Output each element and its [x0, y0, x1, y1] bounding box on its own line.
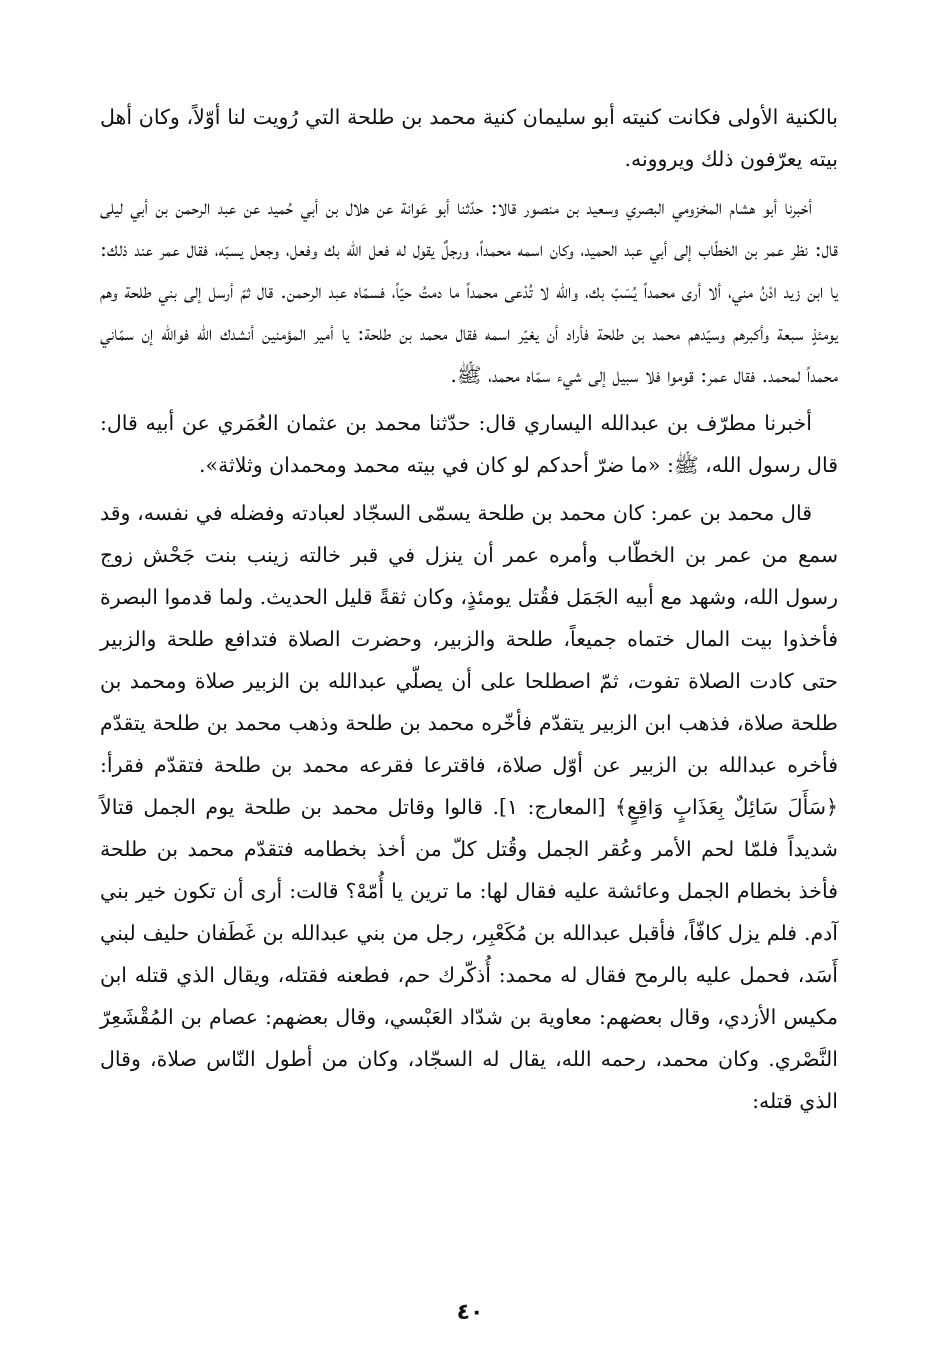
paragraph-1: بالكنية الأولى فكانت كنيته أبو سليمان كنية محمد بن طلحة التي رُويت لنا أوّلاً، وكان أهل بيته يعرّفون ذلك ويروونه.: [100, 105, 838, 171]
paragraph-4: قال محمد بن عمر: كان محمد بن طلحة يسمّى السجّاد لعبادته وفضله في نفسه، وقد سمع من عمر بن الخطّاب وأمره عمر أن ينزل في قبر خالته زينب بنت جَحْش زوج رسول الله، وشهد مع أبيه الجَمَل فقُتل يومئذٍ، وكان ثقةً قليل الحديث. ولما قدموا البصرة فأخذوا بيت المال ختماه جميعاً، طلحة والزبير، وحضرت الصلاة فتدافع طلحة والزبير حتى كادت الصلاة تفوت، ثمّ اصطلحا على أن يصلّي عبدالله بن الزبير صلاة ومحمد بن طلحة صلاة، فذهب ابن الزبير يتقدّم فأخّره محمد بن طلحة وذهب محمد بن طلحة يتقدّم فأخره عبدالله بن الزبير عن أوّل صلاة، فاقترعا فقرعه محمد بن طلحة فتقدّم فقرأ: ﴿سَأَلَ سَائِلٌ بِعَذَابٍ وَاقِعٍ﴾ [المعارج: ١]. قالوا وقاتل محمد بن طلحة يوم الجمل قتالاً شديداً فلمّا لحم الأمر وعُقر الجمل وقُتل كلّ من أخذ بخطامه فتقدّم محمد بن طلحة فأخذ بخطام الجمل وعائشة عليه فقال لها: ما ترين يا أُمّهْ؟ قالت: أرى أن تكون خير بني آدم. فلم يزل كافّاً، فأقبل عبدالله بن مُكَعْبِر، رجل من بني عبدالله بن غَطَفان حليف لبني أَسَد، فحمل عليه بالرمح فقال له محمد: أُذكّرك حم، فطعنه فقتله، ويقال الذي قتله ابن مكيس الأزدي، وقال بعضهم: معاوية بن شدّاد العَبْسي، وقال بعضهم: عصام بن المُقْشَعِرّ النَّصْري. وكان محمد، رحمه الله، يقال له السجّاد، وكان من أطول النّاس صلاة، وقال الذي قتله:: [100, 501, 839, 1113]
paragraph-2: أخبرنا أبو هشام المخزومي البصري وسعيد بن منصور قالا: حدّثنا أبو عَوانة عن هلال بن أبي حُميد عن عبد الرحمن بن أبي ليلى قال: نظر عمر بن الخطّاب إلى أبي عبد الحميد، وكان اسمه محمداً، ورجلٌ يقول له فعل الله بك وفعل، وجعل يسبّه، فقال عمر عند ذلك: يا ابن زيد ادْنُ مني، ألا أرى محمداً يُسَبّ بك، والله لا تُدْعى محمداً ما دمتُ حيّاً، فسمّاه عبد الرحمن. قال ثمّ أرسل إلى بني طلحة وهم يومئذٍ سبعة وأكبرهم وسيّدهم محمد بن طلحة فأراد أن يغيّر اسمه فقال محمد بن طلحة: يا أمير المؤمنين أنشدك الله فوالله إن سمّاني محمداً لمحمد. فقال عمر: قوموا فلا سبيل إلى شيء سمّاه محمد، ﷺ.: [100, 195, 838, 387]
body-text: [100, 96, 838, 1128]
paragraph-3: أخبرنا مطرّف بن عبدالله اليساري قال: حدّثنا محمد بن عثمان العُمَري عن أبيه قال: قال رسول الله، ﷺ: «ما ضرّ أحدكم لو كان في بيته محمد ومحمدان وثلاثة».: [100, 411, 838, 477]
page-number: ٤٠: [456, 1300, 484, 1325]
